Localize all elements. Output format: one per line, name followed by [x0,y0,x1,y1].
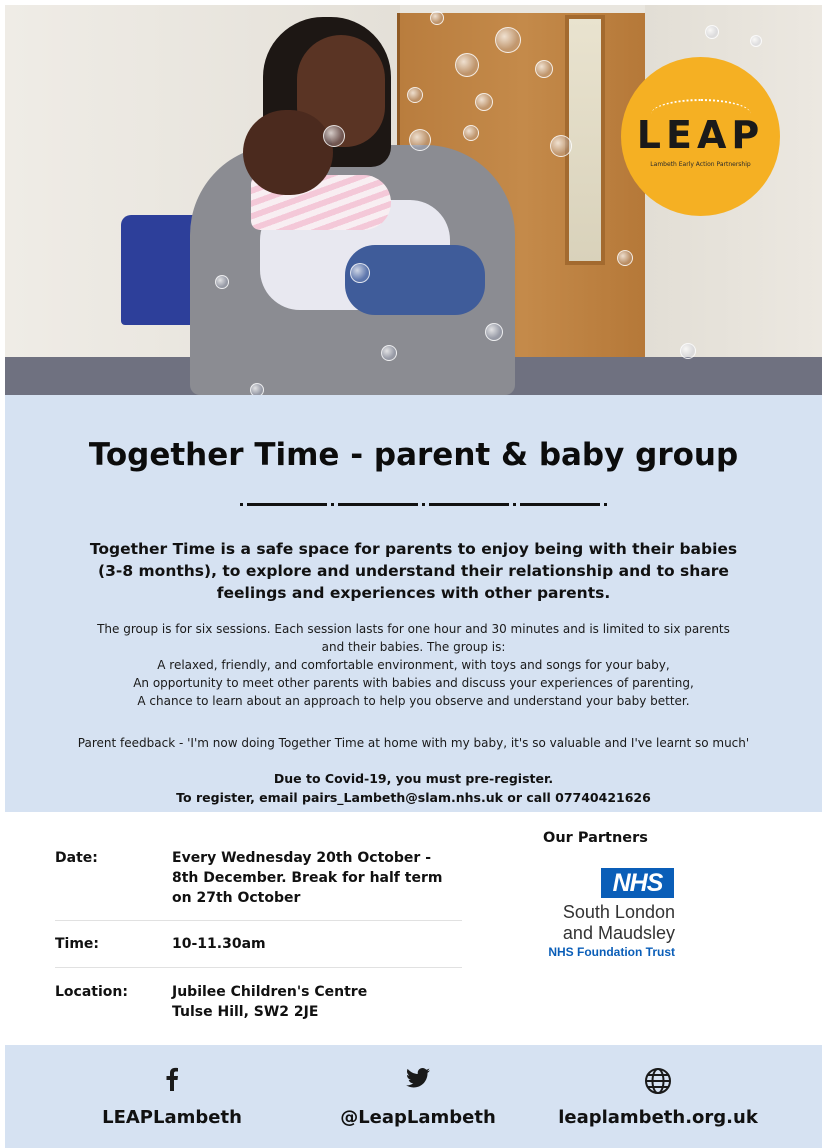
date-value: Every Wednesday 20th October - 8th December. Break for half term on 27th October [172,850,443,906]
twitter-link[interactable] [308,1067,528,1128]
group-detail-line: and their babies. The group is: [321,640,506,654]
bubble [350,263,370,283]
bubble [680,343,696,359]
bubble [215,275,229,289]
leap-logo-arc [651,99,751,129]
group-detail-line: A chance to learn about an approach to help you observe and understand your baby better. [137,694,690,708]
group-details [65,620,762,710]
group-detail-line: An opportunity to meet other parents with babies and discuss your experiences of parenting, [133,676,694,690]
intro-lead: Together Time [89,540,216,558]
photo-door-window [565,15,605,265]
details-divider [55,967,462,968]
bubble [750,35,762,47]
footer [5,1045,822,1148]
location-row [55,982,462,1022]
date-label: Date: [55,850,98,866]
nhs-trust-line-2: and Maudsley [562,923,675,943]
page-title: Together Time - parent & baby group [88,437,739,473]
group-detail-line: A relaxed, friendly, and comfortable environment, with toys and songs for your baby, [157,658,670,672]
twitter-label: @LeapLambeth [340,1107,496,1128]
bubble [463,125,479,141]
location-label: Location: [55,984,128,1000]
group-detail-line: The group is for six sessions. Each session lasts for one hour and 30 minutes and is limited to six parents [97,622,730,636]
leap-logo-word: LEAP [636,113,765,157]
facebook-icon [62,1067,282,1095]
nhs-trust-line-3: NHS Foundation Trust [548,945,675,959]
bubble [455,53,479,77]
registration-block [65,769,762,807]
bubble [250,383,264,395]
website-link[interactable] [548,1067,768,1128]
photo-baby-head [243,110,333,195]
bubble [381,345,397,361]
time-value: 10-11.30am [172,936,266,952]
website-label: leaplambeth.org.uk [558,1107,758,1128]
facebook-link[interactable] [62,1067,282,1128]
bubble [430,11,444,25]
bubble [407,87,423,103]
leap-logo-subtitle: Lambeth Early Action Partnership [650,161,751,168]
register-instructions: To register, email pairs_Lambeth@slam.nhs.uk or call 07740421626 [176,790,651,805]
bubble [550,135,572,157]
nhs-trust-line-1: South London [562,902,675,922]
bubble [535,60,553,78]
description-section [5,395,822,812]
location-line-1: Jubilee Children's Centre [172,984,368,1000]
time-label: Time: [55,936,100,952]
bubble [409,129,431,151]
details-divider [55,920,462,921]
bubble [705,25,719,39]
parent-feedback: Parent feedback - 'I'm now doing Together Time at home with my baby, it's so valuable and I've learnt so much' [77,736,750,750]
facebook-label: LEAPLambeth [102,1107,242,1128]
location-line-2: Tulse Hill, SW2 2JE [172,1004,319,1020]
title-divider [240,503,607,506]
intro-paragraph [75,538,752,604]
nhs-logo: NHS [601,868,674,898]
hero-photo [5,5,822,395]
location-value [172,982,462,1022]
bubble [323,125,345,147]
covid-notice: Due to Covid-19, you must pre-register. [273,771,554,786]
intro-rest: is a safe space for parents to enjoy being with their babies (3-8 months), to explore and understand their relationship and to share feelings and experiences with other parents. [98,540,738,602]
date-row [55,848,462,908]
bubble [475,93,493,111]
details-section [5,812,822,1045]
leap-logo [621,57,780,216]
partners-title: Our Partners [543,830,648,846]
twitter-icon [308,1067,528,1095]
bubble [485,323,503,341]
bubble [617,250,633,266]
time-row [55,934,462,954]
bubble [495,27,521,53]
globe-icon [548,1067,768,1095]
